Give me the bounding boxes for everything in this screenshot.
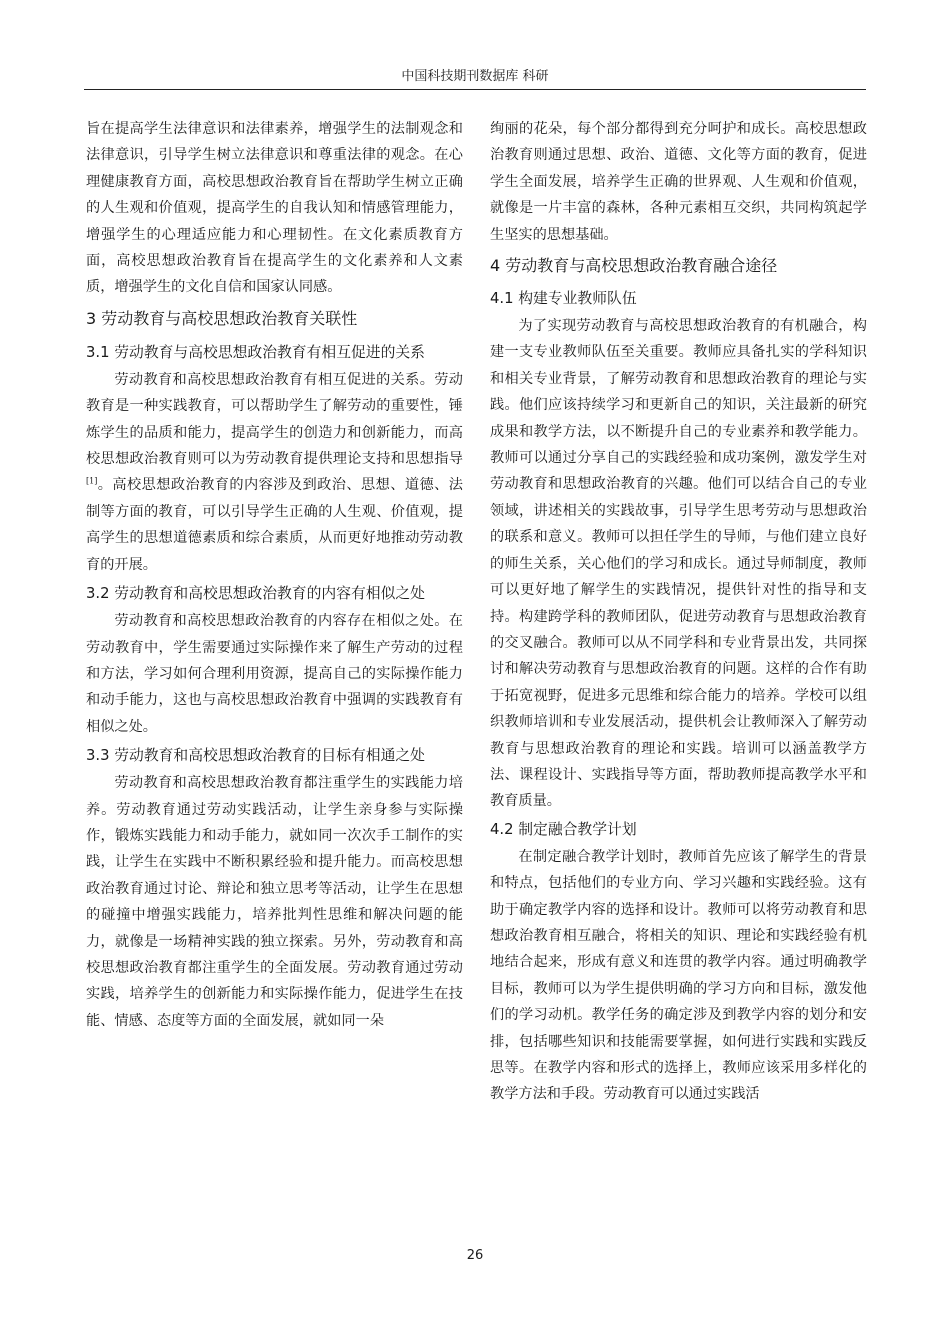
section-3-heading: 3 劳动教育与高校思想政治教育关联性 <box>86 308 358 328</box>
paragraph-4-2: 在制定融合教学计划时，教师首先应该了解学生的背景和特点，包括他们的专业方向、学习兴趣和实践经验。这有助于确定教学内容的选择和设计。教师可以将劳动教育和思想政治教育相互融合，将相关的知识、理论和实践经验有机地结合起来，形成有意义和连贯的教学内容。通过明确教学目标，教师可以为学生提供明确的学习方向和目标，激发他们的学习动机。教学任务的确定涉及到教学内容的划分和安排，包括哪些知识和技能需要掌握，如何进行实践和实践反思等。在教学内容和形式的选择上，教师应该采用多样化的教学方法和手段。劳动教育可以通过实践活 <box>490 848 867 1103</box>
section-4-heading: 4 劳动教育与高校思想政治教育融合途径 <box>490 256 778 276</box>
right-column <box>490 116 867 1108</box>
paragraph-3-1-part-b: 。高校思想政治教育的内容涉及到政治、思想、道德、法制等方面的教育，可以引导学生正确的人生观、价值观，提高学生的思想道德素质和综合素质，从而更好地推动劳动教育的开展。 <box>86 477 463 573</box>
subsection-3-1-heading: 3.1 劳动教育与高校思想政治教育有相互促进的关系 <box>86 343 425 361</box>
paragraph-4-1: 为了实现劳动教育与高校思想政治教育的有机融合，构建一支专业教师队伍至关重要。教师应具备扎实的学科知识和相关专业背景，了解劳动教育和思想政治教育的理论与实践。他们应该持续学习和更新自己的知识，关注最新的研究成果和教学方法，以不断提升自己的专业素养和教学能力。教师可以通过分享自己的实践经验和成功案例，激发学生对劳动教育和思想政治教育的兴趣。他们可以结合自己的专业领域，讲述相关的实践故事，引导学生思考劳动与思想政治的联系和意义。教师可以担任学生的导师，与他们建立良好的师生关系，关心他们的学习和成长。通过导师制度，教师可以更好地了解学生的实践情况，提供针对性的指导和支持。构建跨学科的教师团队，促进劳动教育与思想政治教育的交叉融合。教师可以从不同学科和专业背景出发，共同探讨和解决劳动教育与思想政治教育的问题。这样的合作有助于拓宽视野，促进多元思维和综合能力的培养。学校可以组织教师培训和专业发展活动，提供机会让教师深入了解劳动教育与思想政治教育的理论和实践。培训可以涵盖教学方法、课程设计、实践指导等方面，帮助教师提高教学水平和教育质量。 <box>490 318 867 810</box>
header-rule <box>84 89 866 90</box>
running-header: 中国科技期刊数据库 科研 <box>401 69 549 84</box>
paragraph-continued: 绚丽的花朵，每个部分都得到充分呵护和成长。高校思想政治教育则通过思想、政治、道德、文化等方面的教育，促进学生全面发展，培养学生正确的世界观、人生观和价值观，就像是一片丰富的森林，各种元素相互交织，共同构筑起学生坚实的思想基础。 <box>490 121 867 243</box>
subsection-3-3-heading: 3.3 劳动教育和高校思想政治教育的目标有相通之处 <box>86 747 425 765</box>
paragraph-intro: 旨在提高学生法律意识和法律素养，增强学生的法制观念和法律意识，引导学生树立法律意识和尊重法律的观念。在心理健康教育方面，高校思想政治教育旨在帮助学生树立正确的人生观和价值观，提高学生的自我认知和情感管理能力，增强学生的心理适应能力和心理韧性。在文化素质教育方面，高校思想政治教育旨在提高学生的文化素养和人文素质，增强学生的文化自信和国家认同感。 <box>86 121 463 296</box>
left-column <box>86 116 463 1034</box>
page-number: 26 <box>466 1248 484 1263</box>
citation-ref-1[interactable]: [1] <box>86 476 98 486</box>
subsection-4-2-heading: 4.2 制定融合教学计划 <box>490 820 637 838</box>
paragraph-3-1 <box>86 367 463 578</box>
paragraph-3-2: 劳动教育和高校思想政治教育的内容存在相似之处。在劳动教育中，学生需要通过实际操作来了解生产劳动的过程和方法，学习如何合理利用资源，提高自己的实际操作能力和动手能力，这也与高校思想政治教育中强调的实践教育有相似之处。 <box>86 613 463 735</box>
subsection-4-1-heading: 4.1 构建专业教师队伍 <box>490 290 637 308</box>
paragraph-3-1-part-a: 劳动教育和高校思想政治教育有相互促进的关系。劳动教育是一种实践教育，可以帮助学生了解劳动的重要性，锤炼学生的品质和能力，提高学生的创造力和创新能力，而高校思想政治教育则可以为劳动教育提供理论支持和思想指导 <box>86 371 463 468</box>
subsection-3-2-heading: 3.2 劳动教育和高校思想政治教育的内容有相似之处 <box>86 585 425 603</box>
paragraph-3-3: 劳动教育和高校思想政治教育都注重学生的实践能力培养。劳动教育通过劳动实践活动，让学生亲身参与实际操作，锻炼实践能力和动手能力，就如同一次次手工制作的实践，让学生在实践中不断积累经验和提升能力。而高校思想政治教育通过讨论、辩论和独立思考等活动，让学生在思想的碰撞中增强实践能力，培养批判性思维和解决问题的能力，就像是一场精神实践的独立探索。另外，劳动教育和高校思想政治教育都注重学生的全面发展。劳动教育通过劳动实践，培养学生的创新能力和实际操作能力，促进学生在技能、情感、态度等方面的全面发展，就如同一朵 <box>86 775 463 1029</box>
